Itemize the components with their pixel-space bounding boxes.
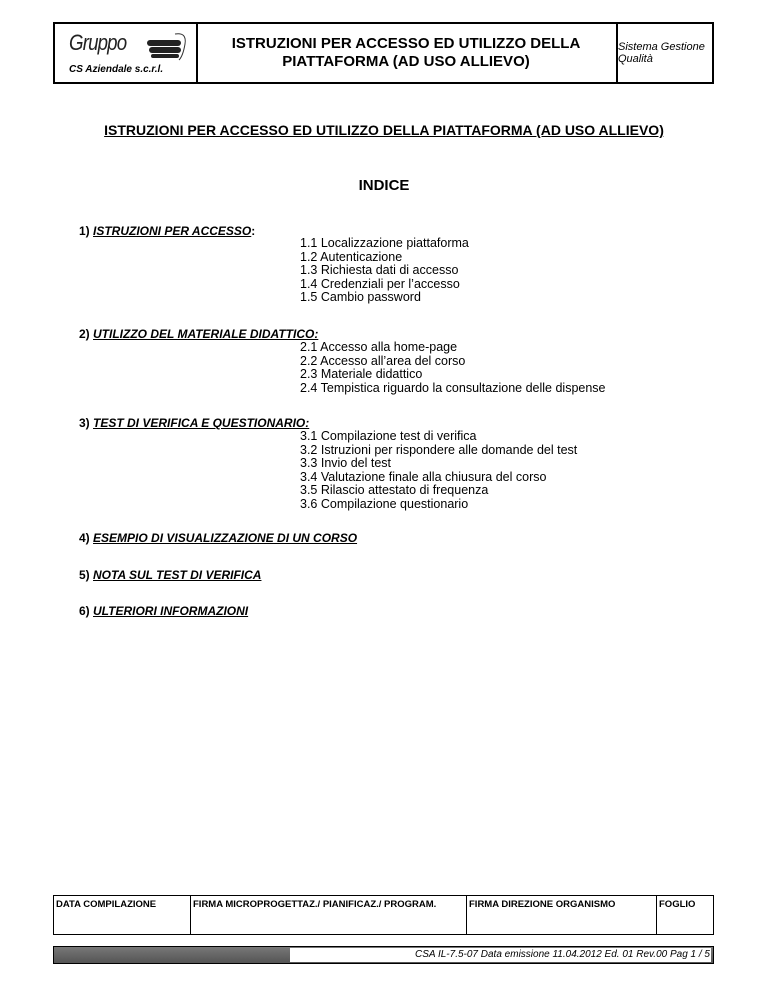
section-2-items	[300, 341, 606, 395]
section-suffix: :	[251, 224, 256, 238]
section-1-heading	[79, 224, 255, 238]
footer-sheet-cell	[657, 896, 713, 934]
section-number: 1)	[79, 224, 90, 238]
footer-direction-label: FIRMA DIREZIONE ORGANISMO	[469, 899, 616, 910]
index-item: 1.1 Localizzazione piattaforma	[300, 236, 469, 250]
section-number: 2)	[79, 327, 90, 341]
header-title	[196, 24, 618, 82]
section-label: NOTA SUL TEST DI VERIFICA	[93, 568, 262, 582]
section-4-heading	[79, 531, 357, 545]
section-label: ESEMPIO DI VISUALIZZAZIONE DI UN CORSO	[93, 531, 358, 545]
document-header	[53, 22, 714, 84]
logo-subtitle: CS Aziendale s.c.r.l.	[69, 64, 164, 75]
logo-cell	[55, 24, 198, 82]
footer-direction-cell	[467, 896, 657, 934]
index-title: INDICE	[358, 177, 410, 194]
index-item: 3.3 Invio del test	[300, 456, 392, 471]
footer-date-label: DATA COMPILAZIONE	[56, 899, 157, 910]
index-item: 3.2 Istruzioni per rispondere alle domande del test	[300, 442, 578, 457]
header-title-line1: ISTRUZIONI PER ACCESSO ED UTILIZZO DELLA	[231, 35, 581, 52]
section-label: UTILIZZO DEL MATERIALE DIDATTICO:	[93, 327, 319, 341]
signature-table	[53, 895, 714, 935]
section-5-heading	[79, 568, 261, 582]
section-number: 3)	[79, 416, 90, 430]
index-item: 3.5 Rilascio attestato di frequenza	[300, 483, 489, 498]
section-1-items	[300, 237, 469, 305]
section-6-heading	[79, 604, 248, 618]
header-title-line2: PIATTAFORMA (AD USO ALLIEVO)	[282, 53, 530, 70]
index-item: 1.3 Richiesta dati di accesso	[300, 263, 459, 278]
footer-signature-cell	[191, 896, 467, 934]
footer-sheet-label: FOGLIO	[659, 899, 696, 910]
document-title: ISTRUZIONI PER ACCESSO ED UTILIZZO DELLA PIATTAFORMA (AD USO ALLIEVO)	[104, 122, 664, 138]
section-number: 6)	[79, 604, 90, 618]
index-item: 1.2 Autenticazione	[300, 249, 403, 264]
footer-date-cell	[54, 896, 191, 934]
section-label: TEST DI VERIFICA E QUESTIONARIO:	[93, 416, 310, 430]
index-item: 1.5 Cambio password	[300, 290, 421, 305]
index-item: 3.4 Valutazione finale alla chiusura del corso	[300, 469, 547, 484]
section-2-heading	[79, 327, 318, 341]
footer-ref-bar	[53, 946, 714, 964]
section-3-heading	[79, 416, 309, 430]
section-label: ISTRUZIONI PER ACCESSO	[93, 224, 252, 238]
logo-word: Gruppo	[69, 30, 127, 55]
index-item: 3.1 Compilazione test di verifica	[300, 429, 477, 443]
section-label: ULTERIORI INFORMAZIONI	[93, 604, 249, 618]
index-item: 2.1 Accesso alla home-page	[300, 340, 458, 354]
footer-doc-ref: CSA IL-7.5-07 Data emissione 11.04.2012 Ed. 01 Rev.00 Pag 1 / 5	[290, 948, 711, 962]
logo-mark-icon	[145, 30, 189, 64]
index-item: 2.3 Materiale didattico	[300, 367, 423, 382]
index-item: 2.2 Accesso all’area del corso	[300, 353, 466, 368]
footer-signature-label: FIRMA MICROPROGETTAZ./ PIANIFICAZ./ PROGRAM.	[193, 899, 437, 910]
section-number: 4)	[79, 531, 90, 545]
index-item: 1.4 Credenziali per l’accesso	[300, 276, 460, 291]
index-item: 2.4 Tempistica riguardo la consultazione delle dispense	[300, 380, 606, 395]
section-number: 5)	[79, 568, 90, 582]
index-item: 3.6 Compilazione questionario	[300, 496, 469, 511]
header-system: Sistema Gestione Qualità	[618, 41, 705, 65]
section-3-items	[300, 430, 577, 512]
